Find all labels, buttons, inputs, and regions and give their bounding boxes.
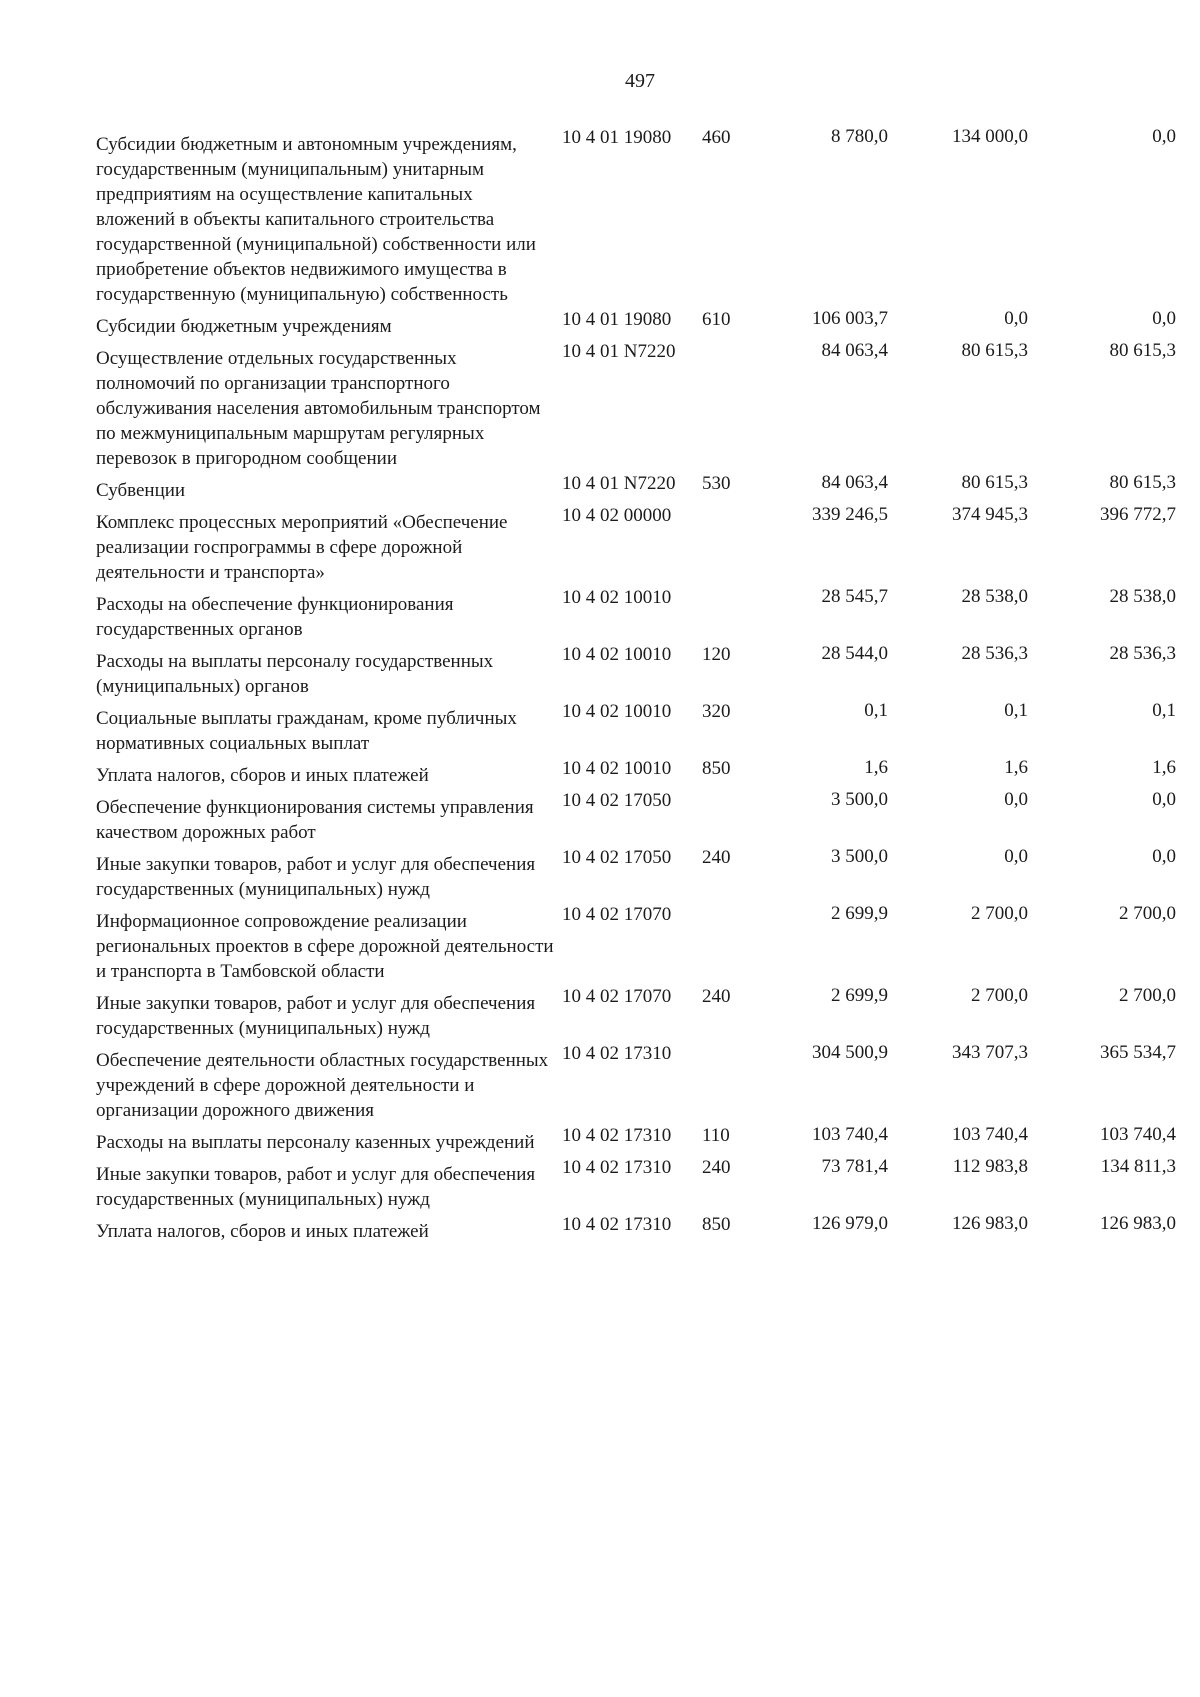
table-row xyxy=(96,308,1176,339)
row-name: Социальные выплаты гражданам, кроме публичных нормативных социальных выплат xyxy=(96,708,517,754)
table-row xyxy=(96,846,1176,902)
row-code: 10 4 02 17070 xyxy=(562,986,672,1007)
row-value-2: 0,0 xyxy=(1004,308,1028,329)
row-code: 10 4 02 00000 xyxy=(562,505,672,526)
row-name: Обеспечение деятельности областных государственных учреждений в сфере дорожной деятельности и организации дорожного движения xyxy=(96,1050,549,1121)
row-value-1: 84 063,4 xyxy=(821,340,888,361)
row-value-2: 80 615,3 xyxy=(961,340,1028,361)
row-value-2: 0,1 xyxy=(1004,700,1028,721)
row-value-2: 374 945,3 xyxy=(952,504,1028,525)
row-value-3: 80 615,3 xyxy=(1109,472,1176,493)
row-type: 530 xyxy=(702,473,731,494)
table-row xyxy=(96,1156,1176,1212)
row-name: Расходы на выплаты персоналу государственных (муниципальных) органов xyxy=(96,651,494,697)
row-name: Иные закупки товаров, работ и услуг для обеспечения государственных (муниципальных) нужд xyxy=(96,993,536,1039)
row-value-2: 343 707,3 xyxy=(952,1042,1028,1063)
row-type: 850 xyxy=(702,1214,731,1235)
row-name: Субсидии бюджетным и автономным учреждениям, государственным (муниципальным) унитарным предприятиям на осуществление капитальных вложений в объекты капитального строительства государственной (муниципальной) собственности или приобретение объектов недвижимого имущества в государственную (муниципальную) собственность xyxy=(96,134,536,305)
row-code: 10 4 02 17310 xyxy=(562,1125,672,1146)
row-value-1: 28 545,7 xyxy=(821,586,888,607)
row-code: 10 4 02 17310 xyxy=(562,1157,672,1178)
row-value-1: 2 699,9 xyxy=(831,985,888,1006)
row-code: 10 4 02 10010 xyxy=(562,644,672,665)
row-value-2: 112 983,8 xyxy=(952,1156,1028,1177)
row-type: 240 xyxy=(702,847,731,868)
table-row xyxy=(96,757,1176,788)
row-value-2: 2 700,0 xyxy=(971,903,1028,924)
row-value-3: 396 772,7 xyxy=(1100,504,1176,525)
row-type: 460 xyxy=(702,127,731,148)
row-code: 10 4 02 10010 xyxy=(562,701,672,722)
row-value-1: 73 781,4 xyxy=(821,1156,888,1177)
row-value-3: 28 536,3 xyxy=(1109,643,1176,664)
row-value-1: 28 544,0 xyxy=(821,643,888,664)
row-type: 320 xyxy=(702,701,731,722)
row-value-3: 0,0 xyxy=(1152,308,1176,329)
row-value-3: 0,0 xyxy=(1152,126,1176,147)
row-value-3: 1,6 xyxy=(1152,757,1176,778)
row-type: 110 xyxy=(702,1125,730,1146)
table-row xyxy=(96,1213,1176,1244)
row-value-3: 2 700,0 xyxy=(1119,985,1176,1006)
table-row xyxy=(96,643,1176,699)
row-code: 10 4 02 17070 xyxy=(562,904,672,925)
row-value-3: 80 615,3 xyxy=(1109,340,1176,361)
row-name: Комплекс процессных мероприятий «Обеспечение реализации госпрограммы в сфере дорожной деятельности и транспорта» xyxy=(96,512,508,583)
row-code: 10 4 01 N7220 xyxy=(562,341,676,362)
table-row xyxy=(96,1124,1176,1155)
row-value-1: 126 979,0 xyxy=(812,1213,888,1234)
row-value-2: 103 740,4 xyxy=(952,1124,1028,1145)
table-row xyxy=(96,700,1176,756)
table-row xyxy=(96,126,1176,307)
row-value-1: 0,1 xyxy=(864,700,888,721)
row-name: Субвенции xyxy=(96,480,186,501)
row-value-3: 134 811,3 xyxy=(1100,1156,1176,1177)
row-value-1: 3 500,0 xyxy=(831,846,888,867)
row-name: Обеспечение функционирования системы управления качеством дорожных работ xyxy=(96,797,534,843)
row-value-3: 126 983,0 xyxy=(1100,1213,1176,1234)
row-value-2: 80 615,3 xyxy=(961,472,1028,493)
row-value-1: 84 063,4 xyxy=(821,472,888,493)
row-value-2: 2 700,0 xyxy=(971,985,1028,1006)
table-row xyxy=(96,789,1176,845)
row-value-1: 1,6 xyxy=(864,757,888,778)
row-code: 10 4 02 10010 xyxy=(562,587,672,608)
table-row xyxy=(96,903,1176,984)
row-value-1: 304 500,9 xyxy=(812,1042,888,1063)
row-value-3: 0,0 xyxy=(1152,789,1176,810)
row-value-3: 0,1 xyxy=(1152,700,1176,721)
table-row xyxy=(96,985,1176,1041)
row-value-2: 0,0 xyxy=(1004,846,1028,867)
row-value-2: 0,0 xyxy=(1004,789,1028,810)
row-name: Осуществление отдельных государственных полномочий по организации транспортного обслуживания населения автомобильным транспортом по межмуниципальным маршрутам регулярных перевозок в пригородном сообщении xyxy=(96,348,541,469)
row-name: Уплата налогов, сборов и иных платежей xyxy=(96,1221,429,1242)
table-row xyxy=(96,586,1176,642)
row-name: Субсидии бюджетным учреждениям xyxy=(96,316,392,337)
row-type: 240 xyxy=(702,1157,731,1178)
row-value-3: 365 534,7 xyxy=(1100,1042,1176,1063)
row-name: Расходы на обеспечение функционирования государственных органов xyxy=(96,594,454,640)
row-value-3: 28 538,0 xyxy=(1109,586,1176,607)
row-type: 120 xyxy=(702,644,731,665)
row-value-1: 2 699,9 xyxy=(831,903,888,924)
budget-table xyxy=(96,126,1176,1251)
row-code: 10 4 01 19080 xyxy=(562,309,672,330)
row-value-2: 28 536,3 xyxy=(961,643,1028,664)
row-type: 240 xyxy=(702,986,731,1007)
row-value-3: 0,0 xyxy=(1152,846,1176,867)
row-value-3: 2 700,0 xyxy=(1119,903,1176,924)
row-type: 850 xyxy=(702,758,731,779)
row-type: 610 xyxy=(702,309,731,330)
row-code: 10 4 01 N7220 xyxy=(562,473,676,494)
row-name: Информационное сопровождение реализации региональных проектов в сфере дорожной деятельности и транспорта в Тамбовской области xyxy=(96,911,554,982)
row-value-3: 103 740,4 xyxy=(1100,1124,1176,1145)
row-name: Уплата налогов, сборов и иных платежей xyxy=(96,765,429,786)
row-value-1: 8 780,0 xyxy=(831,126,888,147)
row-value-2: 1,6 xyxy=(1004,757,1028,778)
row-code: 10 4 01 19080 xyxy=(562,127,672,148)
row-value-2: 126 983,0 xyxy=(952,1213,1028,1234)
table-row xyxy=(96,1042,1176,1123)
row-code: 10 4 02 17050 xyxy=(562,847,672,868)
row-name: Иные закупки товаров, работ и услуг для обеспечения государственных (муниципальных) нужд xyxy=(96,854,536,900)
table-row xyxy=(96,340,1176,471)
row-value-2: 134 000,0 xyxy=(952,126,1028,147)
row-code: 10 4 02 10010 xyxy=(562,758,672,779)
page-number: 497 xyxy=(625,70,655,92)
row-name: Иные закупки товаров, работ и услуг для обеспечения государственных (муниципальных) нужд xyxy=(96,1164,536,1210)
row-value-1: 106 003,7 xyxy=(812,308,888,329)
table-row xyxy=(96,472,1176,503)
row-value-1: 3 500,0 xyxy=(831,789,888,810)
row-value-1: 339 246,5 xyxy=(812,504,888,525)
table-row xyxy=(96,504,1176,585)
row-code: 10 4 02 17050 xyxy=(562,790,672,811)
row-value-1: 103 740,4 xyxy=(812,1124,888,1145)
row-name: Расходы на выплаты персоналу казенных учреждений xyxy=(96,1132,535,1153)
row-value-2: 28 538,0 xyxy=(961,586,1028,607)
row-code: 10 4 02 17310 xyxy=(562,1214,672,1235)
row-code: 10 4 02 17310 xyxy=(562,1043,672,1064)
